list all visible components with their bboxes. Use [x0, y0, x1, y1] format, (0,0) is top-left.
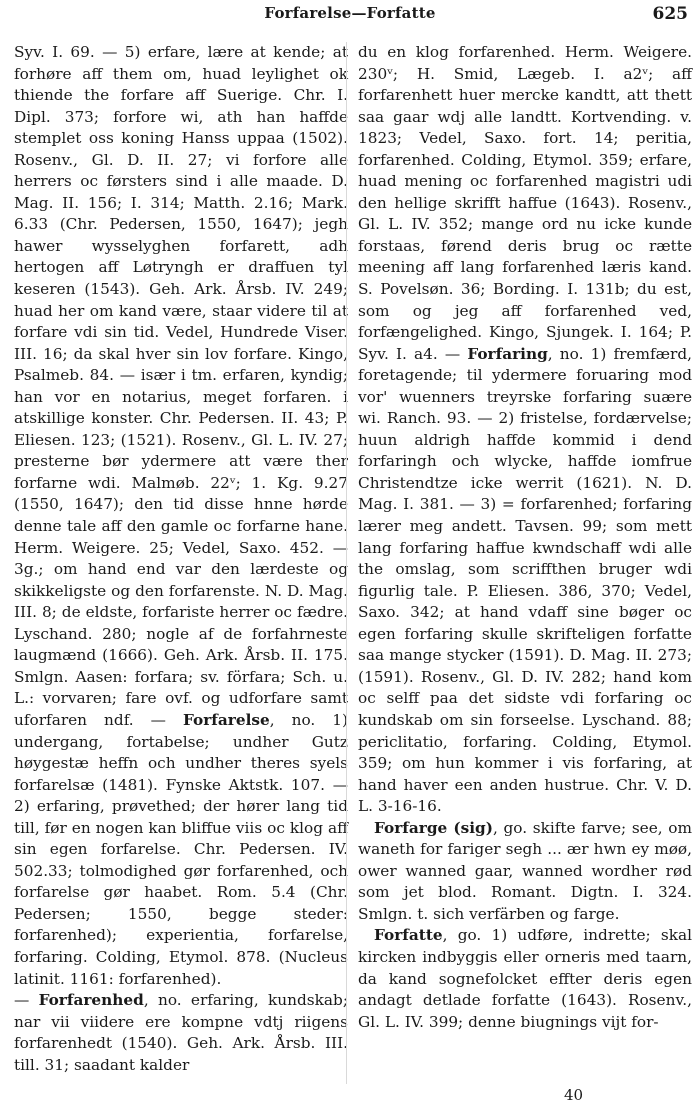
continued-entry-text-right: du en klog forfarenhed. Herm. Weigere. 230ᵛ; H. Smid, Lægeb. I. a2ᵛ; aff forfarenhett huer mercke kandtt, att thett saa gaar wdj alle landtt. Kortvending. v. 1823; Vedel, Saxo. fort. 14; peritia, forfarenhed. Colding, Etymol. 359; erfare, huad mening oc forfarenhed magistri udi den hellige skrifft haffue (1643). Rosenv., Gl. L. IV. 352; mange ord nu icke kunde forstaas, førend deris brug oc rætte meening aff lang forfarenhed læris kand. S. Povelsøn. 36; Bording. I. 131b; du est, som og jeg aff forfarenhed ved, forfængelighed. Kingo, Sjungek. I. 164; P. Syv. I. a4. — — [358, 43, 692, 363]
right-column — [358, 42, 692, 1033]
entry-forfarge-text: , go. skifte farve; see, om waneth for fariger segh ... ær hwn ey møø, ower wanned gaar, wanned wordher rød som jet blod. Romant. Digtn. I. 324. Smlgn. t. sich verfärben og farge. — [358, 818, 692, 923]
signature-mark: 40 — [564, 1086, 584, 1104]
headword-forfatte: Forfatte — [374, 926, 443, 945]
left-column — [14, 42, 348, 1076]
entry-forfatte-text: , go. 1) udføre, indrette; skal kircken indbyggis eller orneris med taarn, da kand sognefolcket effter deris egen andagt detlade forfatte (1643). Rosenv., Gl. L. IV. 399; denne biugnings vijt for- — [358, 926, 692, 1031]
continued-entry-text: Syv. I. 69. — 5) erfare, lære at kende; at forhøre aff them om, huad leylighet ok thiende the forfare aff Suerige. Chr. I. Dipl. 373; forfore wi, ath han haffde stemplet oss koning Hanss uppaa (1502). Rosenv., Gl. D. II. 27; vi forfore alle herrers oc førsters sind i alle maade. D. Mag. II. 156; I. 314; Matth. 2.16; Mark. 6.33 (Chr. Pedersen, 1550, 1647); jegh hawer wysselyghen forfarett, adh hertogen aff Løtryngh er draffuen tyl keseren (1543). Geh. Ark. Årsb. IV. 249; huad her om kand være, staar videre til at forfare vdi sin tid. Vedel, Hundrede Viser. III. 16; da skal hver sin lov forfare. Kingo, Psalmeb. 84. — især i tm. erfaren, kyndig; han vor en notarius, meget forfaren. i atskillige konster. Chr. Pedersen. II. 43; P. Eliesen. 123; (1521). Rosenv., Gl. L. IV. 27; presterne bør ydermere att være ther forfarne wdi. Malmøb. 22ᵛ; 1. Kg. 9.27 (1550, 1647); den tid disse hnne hørde denne tale aff den gamle oc forfarne hane. Herm. Weigere. 25; Vedel, Saxo. 452. — 3g.; om hand end var den lærdeste og skikkeligste og den forfarenste. N. D. Mag. III. 8; de eldste, forfariste herrer oc fædre. Lyschand. 280; nogle af de forfahrneste laugmænd (1666). Geh. Ark. Årsb. II. 175. Smlgn. Aasen: forfara; sv. förfara; Sch. u. L.: vorvaren; fare ovf. og udforfare samt uforfaren ndf. — [14, 43, 348, 729]
left-column-text: Syv. I. 69. — 5) erfare, lære at kende; at forhøre aff them om, huad leylighet ok thiende the forfare aff Suerige. Chr. I. Dipl. 373; forfore wi, ath han haffde stemplet oss koning Hanss uppaa (1502). Rosenv., Gl. D. II. 27; vi forfore alle herrers oc førsters sind i alle maade. D. Mag. II. 156; I. 314; Matth. 2.16; Mark. 6.33 (Chr. Pedersen, 1550, 1647); jegh hawer wysselyghen forfarett, adh hertogen aff Løtryngh er draffuen tyl keseren (1543). Geh. Ark. Årsb. IV. 249; huad her om kand være, staar videre til at forfare vdi sin tid. Vedel, Hundrede Viser. III. 16; da skal hver sin lov forfare. Kingo, Psalmeb. 84. — især i tm. erfaren, kyndig; han vor en notarius, meget forfaren. i atskillige konster. Chr. Pedersen. II. 43; P. Eliesen. 123; (1521). Rosenv., Gl. L. IV. 27; presterne bør ydermere att være ther forfarne wdi. Malmøb. 22ᵛ; 1. Kg. 9.27 (1550, 1647); den tid disse hnne hørde denne tale aff den gamle oc forfarne hane. Herm. Weigere. 25; Vedel, Saxo. 452. — 3g.; om hand end var den lærdeste og skikkeligste og den forfarenste. N. D. Mag. III. 8; de eldste, forfariste herrer oc fædre. Lyschand. 280; nogle af de forfahrneste laugmænd (1666). Geh. Ark. Årsb. II. 175. Smlgn. Aasen: forfara; sv. förfara; Sch. u. L.: vorvaren; fare ovf. og udforfare samt uforfaren ndf. — Forfarelse, no. 1) undergang, fortabelse; undher Gutz høygestæ heffn och undher theres syels forfarelsæ (1481). Fynske Aktstk. 107. — 2) erfaring, prøvethed; der hører lang tid till, før en nogen kan bliffue viis oc klog aff sin egen forfarelse. Chr. Pedersen. IV. 502.33; tolmodighed gør forfarenhed, och forfarelse gør haabet. Rom. 5.4 (Chr. Pedersen; 1550, begge steder: forfarenhed); experientia, forfarelse, forfaring. Colding, Etymol. 878. (Nucleus latinit. 1161: forfarenhed). — Forfarenhed, no. erfaring, kundskab; nar vii viidere ere kompne vdtj riigens forfarenhedt (1540). Geh. Ark. Årsb. III. till. 31; saadant kalder — [14, 43, 348, 1074]
entry-forfarge — [358, 818, 692, 926]
entry-forfarelse-text: , no. 1) undergang, fortabelse; undher Gutz høygestæ heffn och undher theres syels forfarelsæ (1481). Fynske Aktstk. 107. — 2) erfaring, prøvethed; der hører lang tid till, før en nogen kan bliffue viis oc klog aff sin egen forfarelse. Chr. Pedersen. IV. 502.33; tolmodighed gør forfarenhed, och forfarelse gør haabet. Rom. 5.4 (Chr. Pedersen; 1550, begge steder: forfarenhed); experientia, forfarelse, forfaring. Colding, Etymol. 878. (Nucleus latinit. 1161: forfarenhed). — [14, 710, 348, 988]
entry-forfatte — [358, 925, 692, 1033]
running-header — [0, 4, 700, 30]
header-title: Forfarelse—Forfatte — [264, 4, 436, 22]
column-divider — [346, 42, 347, 1084]
headword-forfarenhed: Forfarenhed — [38, 991, 144, 1010]
entry-forfarenhed-text: , no. erfaring, kundskab; nar vii viidere ere kompne vdtj riigens forfarenhedt (1540). Geh. Ark. Årsb. III. till. 31; saadant kalder — [14, 991, 348, 1074]
headword-forfaring: Forfaring — [467, 344, 548, 363]
entry-forfaring-text: , no. 1) fremfærd, foretagende; til ydermere foruaring mod vor' wuenners treyrske forfaring suære wi. Ranch. 93. — 2) fristelse, fordærvelse; huun aldrigh haffde kommid i dend forfaringh och wlycke, haffde iomfrue Christendtze icke werrit (1621). N. D. Mag. I. 381. — 3) = forfarenhed; forfaring lærer meg andett. Tavsen. 99; som mett lang forfaring haffue kwndschaff wdi alle the omslag, som scriffthen bruger wdi figurlig tale. P. Eliesen. 386, 370; Vedel, Saxo. 342; at hand vdaff sine bøger oc egen forfaring skulle skrifteligen forfatte saa mange stycker (1591). D. Mag. II. 273; (1591). Rosenv., Gl. D. IV. 282; hand kom oc selff paa det sidste vdi forfaring oc kundskab om sin forseelse. Lyschand. 88; periclitatio, forfaring. Colding, Etymol. 359; om hun kommer i vis forfaring, at hand haver een anden hustrue. Chr. V. D. L. 3-16-16. — [358, 344, 692, 816]
headword-forfarelse: Forfarelse — [183, 710, 270, 729]
right-column-text — [358, 42, 692, 818]
page-number: 625 — [652, 4, 688, 24]
headword-forfarge: Forfarge (sig) — [374, 818, 493, 837]
